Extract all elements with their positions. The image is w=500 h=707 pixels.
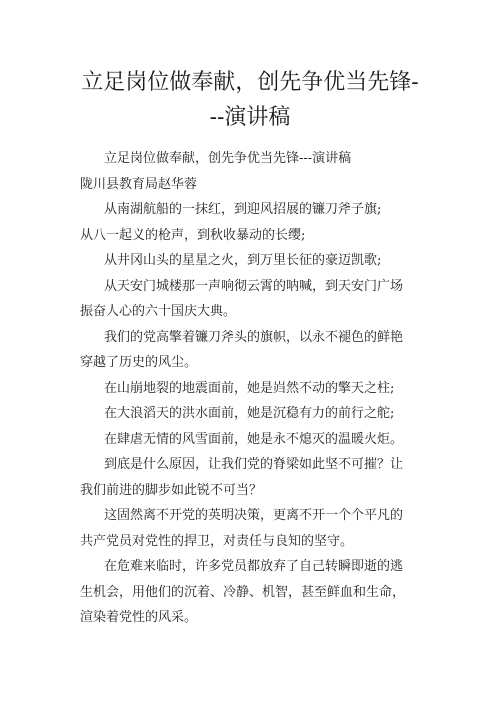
text-line: 在肆虐无情的风雪面前，她是永不熄灭的温暖火炬。 [104,431,404,447]
text-line: 生机会，用他们的沉着、冷静、机智，甚至鲜血和生命， [80,584,406,600]
text-line: 在大浪滔天的洪水面前，她是沉稳有力的前行之舵; [104,406,395,421]
text-line: 从井冈山头的星星之火，到万里长征的豪迈凯歌; [104,253,382,268]
text-line: 陇川县教育局赵华蓉 [80,176,198,192]
text-line: 在危难来临时，许多党员都放弃了自己转瞬即逝的逃 [104,559,404,574]
text-line: 从八一起义的枪声，到秋收暴动的长缨; [80,227,306,243]
text-line: 我们前进的脚步如此锐不可当？ [80,482,263,498]
text-line: 渲染着党性的风采。 [80,610,198,625]
text-line: 共产党员对党性的捍卫，对责任与良知的坚守。 [80,533,354,549]
text-line: 从天安门城楼那一声响彻云霄的呐喊，到天安门广场 [104,278,404,294]
text-line: 振奋人心的六十国庆大典。 [80,304,237,319]
speech-text [0,146,500,631]
text-line: 穿越了历史的风尘。 [80,355,198,370]
text-line: 立足岗位做奉献，创先争优当先锋---演讲稿 [104,151,352,166]
text-line: 在山崩地裂的地震面前，她是岿然不动的擎天之柱; [104,380,395,396]
text-line: 这固然离不开党的英明决策，更离不开一个个平凡的 [104,508,404,523]
document-body [0,146,500,631]
document-title-line-2: --演讲稿 [209,105,291,130]
text-line: 从南湖航船的一抹红，到迎风招展的镰刀斧子旗; [104,202,382,217]
text-line: 我们的党高擎着镰刀斧头的旗帜，以永不褪色的鲜艳 [104,329,404,345]
text-line: 到底是什么原因，让我们党的脊梁如此坚不可摧？让 [104,457,404,472]
document-title-line-1: 立足岗位做奉献，创先争优当先锋- [81,70,419,95]
